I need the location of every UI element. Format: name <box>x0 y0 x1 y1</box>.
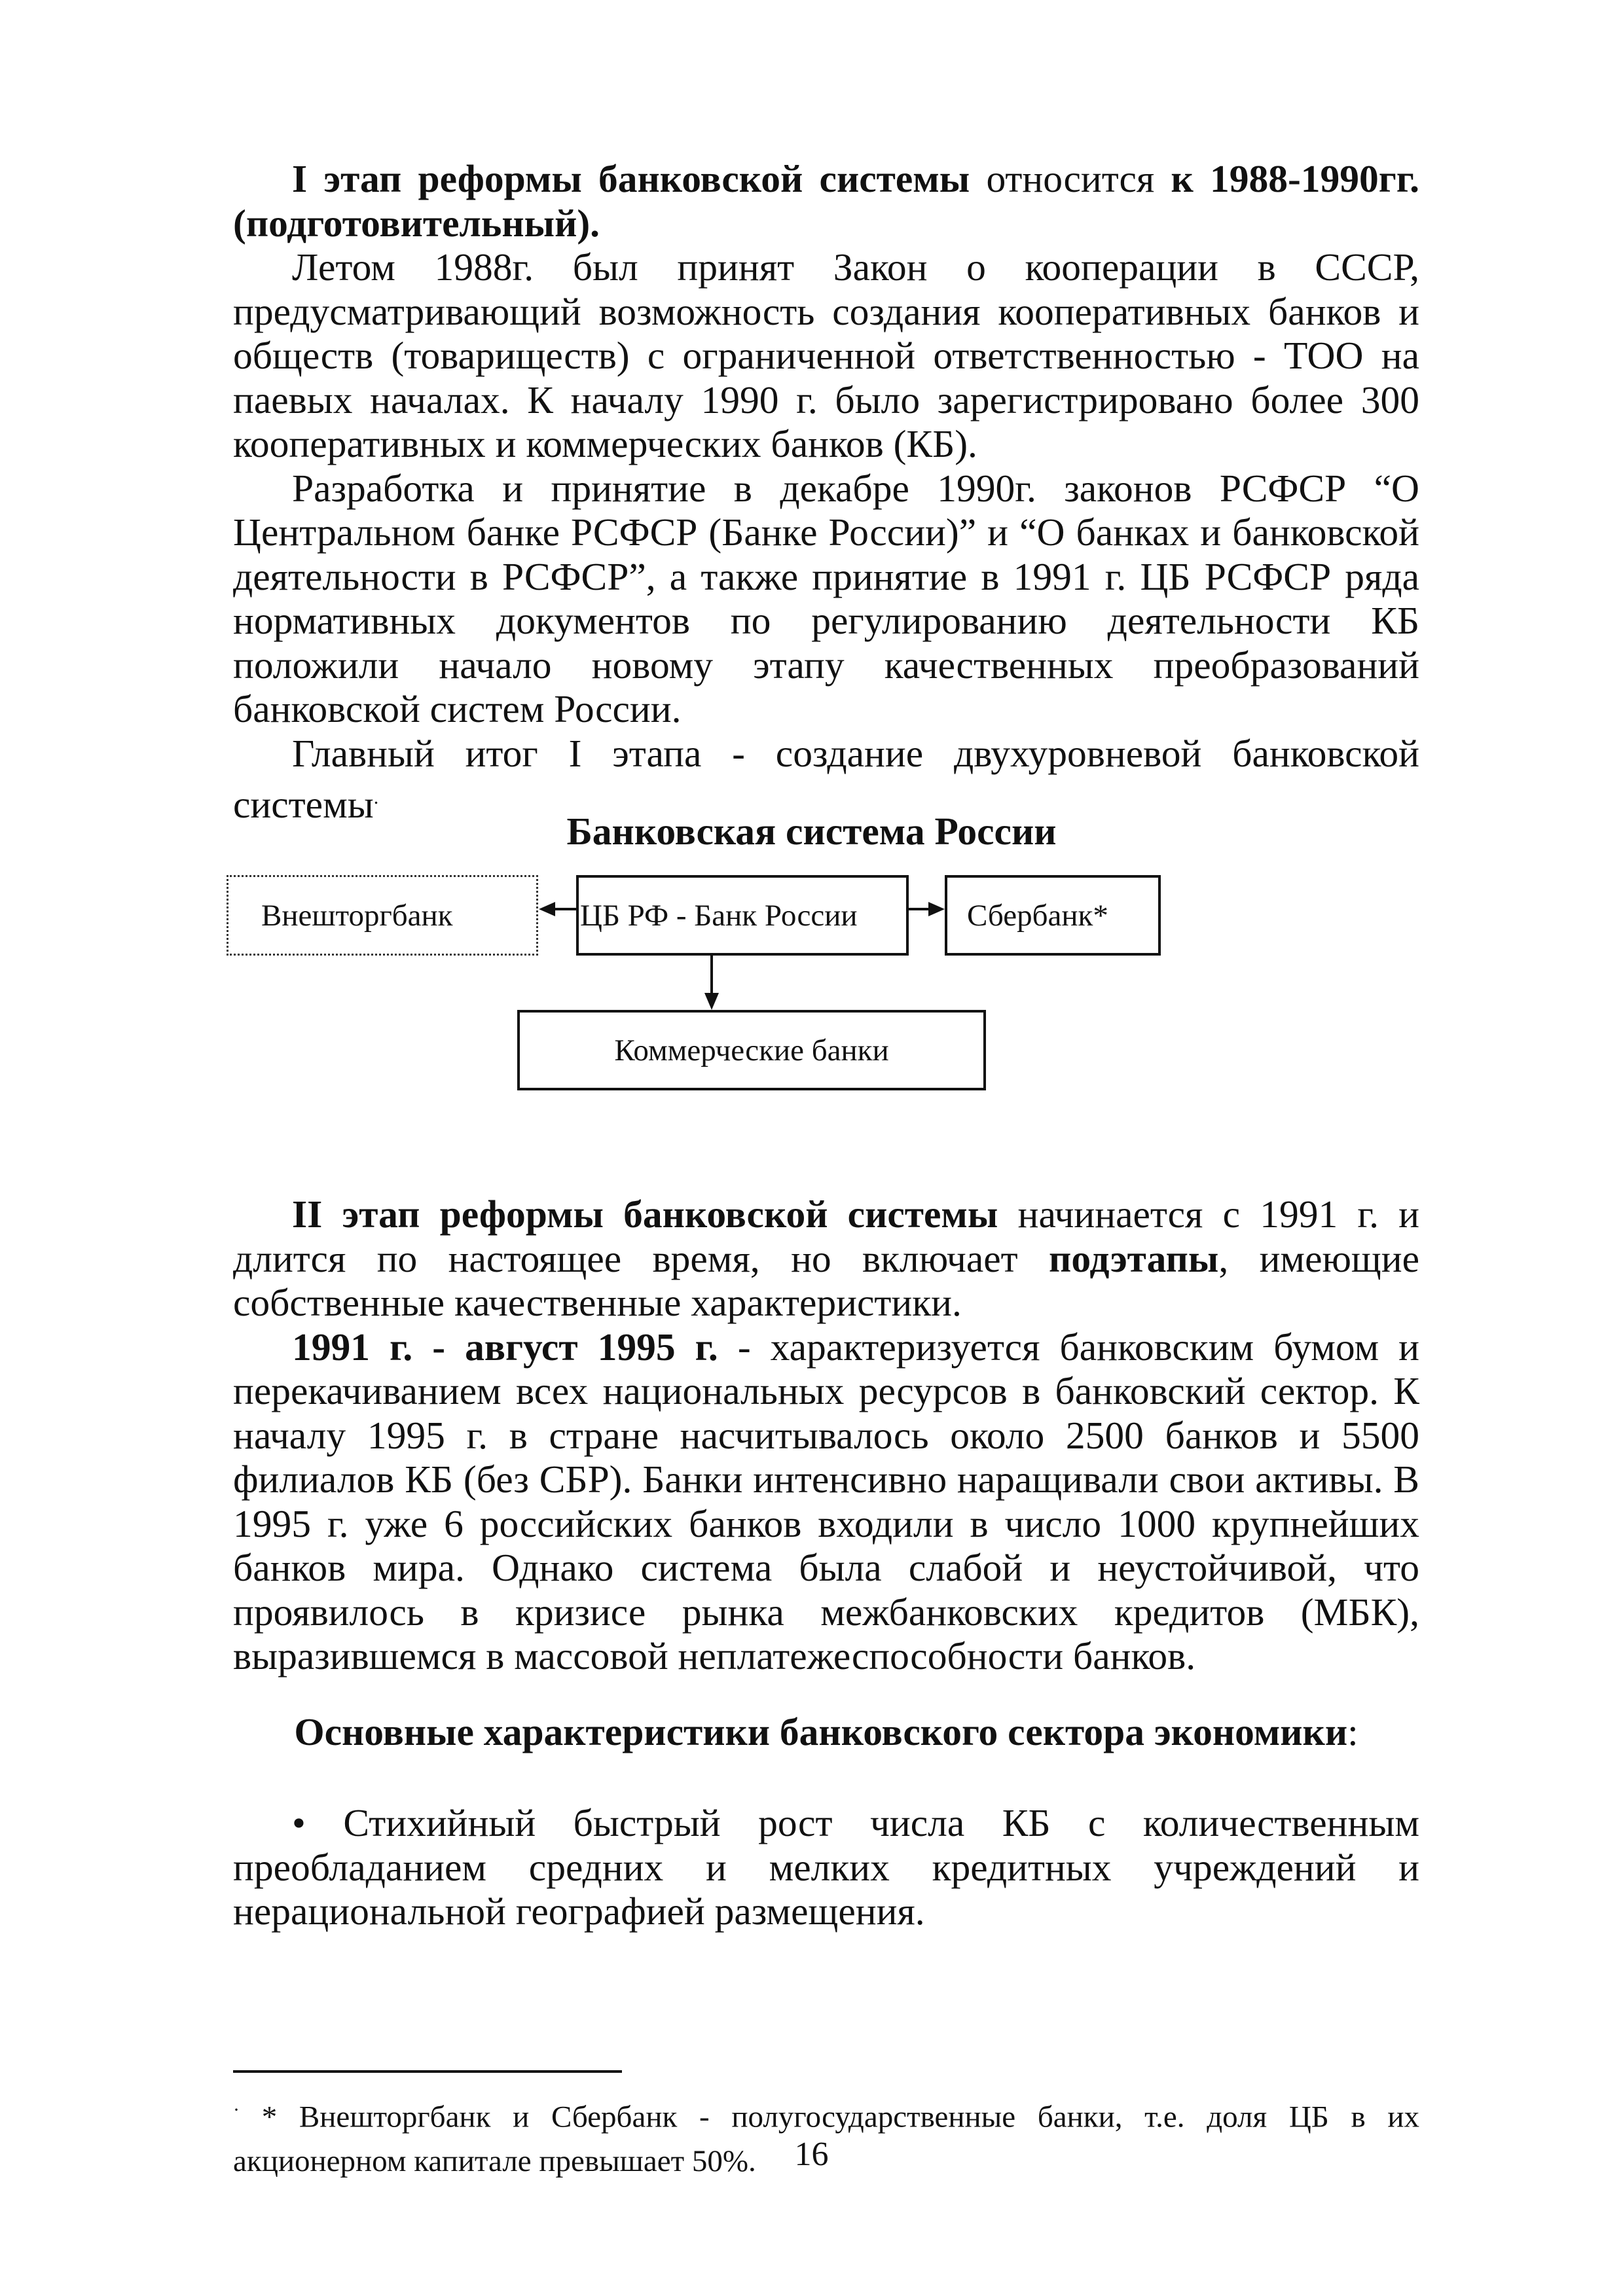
list-item <box>233 1801 1419 1934</box>
paragraph-banking-boom <box>233 1325 1419 1679</box>
stage-two-substages: подэтапы <box>1049 1236 1219 1280</box>
stage-one-title: I этап реформы банковской системы <box>292 157 970 200</box>
diagram-title: Банковская система России <box>566 810 1057 853</box>
box-central-bank-label: ЦБ РФ - Банк России <box>580 898 858 933</box>
arrow-to-commercial-banks <box>704 956 719 1010</box>
box-commercial-banks-label: Коммерческие банки <box>614 1033 889 1067</box>
section-part-two <box>233 1193 1419 1679</box>
paragraph-stage-two-heading <box>233 1193 1419 1325</box>
characteristics-heading <box>233 1710 1419 1755</box>
characteristics-heading-text: Основные характеристики банковского сектора экономики <box>294 1710 1348 1753</box>
arrow-to-vneshtorgbank <box>539 902 576 916</box>
bullet-icon: • <box>292 1801 306 1844</box>
footnote-mark: · <box>233 2099 240 2121</box>
banking-boom-period: 1991 г. - август 1995 г. <box>292 1325 718 1369</box>
stage-two-title: II этап реформы банковской системы <box>292 1193 998 1236</box>
stage-one-period: к 1988-1990гг. (подготовительный). <box>233 157 1419 245</box>
arrow-to-sberbank <box>909 902 945 916</box>
banking-boom-text: - характеризуется банковским бумом и перекачиванием всех национальных ресурсов в банковский сектор. К началу 1995 г. в стране насчитывалось около 2500 банков и 5500 филиалов КБ (без СБР). Банки интенсивно наращивали свои активы. В 1995 г. уже 6 российских банков входили в число 1000 крупнейших банков мира. Однако система была слабой и неустойчивой, что проявилось в кризисе рынка межбанковских кредитов (МБК), выразившемся в массовой неплатежеспособности банков. <box>233 1325 1420 1677</box>
paragraph-cooperation-law: Летом 1988г. был принят Закон о кооперации в СССР, предусматривающий возможность создания кооперативных банков и обществ (товариществ) с ограниченной ответственностью - ТОО на паевых началах. К началу 1990 г. было зарегистрировано более 300 кооперативных и коммерческих банков (КБ). <box>233 245 1419 465</box>
footnote-divider <box>233 2070 622 2073</box>
characteristics-heading-colon: : <box>1347 1710 1359 1753</box>
footnote-text: * Внешторгбанк и Сбербанк - полугосударственные банки, т.е. доля ЦБ в их акционерном капитале превышает 50%. <box>233 2100 1419 2178</box>
paragraph-rsfsr-laws: Разработка и принятие в декабре 1990г. законов РСФСР “О Центральном банке РСФСР (Банке России)” и “О банках и банковской деятельности в РСФСР”, а также принятие в 1991 г. ЦБ РСФСР ряда нормативных документов по регулированию деятельности КБ положили начало новому этапу качественных преобразований банковской систем России. <box>233 466 1419 730</box>
bullet-list <box>233 1801 1419 1934</box>
box-sberbank-label: Сбербанк* <box>967 898 1108 933</box>
section-heading-characteristics <box>233 1710 1419 1755</box>
stage-two-text-a: начинается с 1991 г. и длится по настоящее время, но включает <box>233 1193 1420 1280</box>
stage-one-result-text: Главный итог I этапа - создание двухуровневой банковской системы <box>233 731 1419 826</box>
footnote-reference: . <box>373 787 379 808</box>
list-item-text: Стихийный быстрый рост числа КБ с количественным преобладанием средних и мелких кредитных учреждений и нерациональной географией размещения. <box>233 1801 1419 1933</box>
page-number: 16 <box>794 2136 829 2173</box>
stage-one-connector: относится <box>970 157 1171 200</box>
box-vneshtorgbank-label: Внешторгбанк <box>261 898 453 933</box>
stage-two-text-b: , имеющие собственные качественные характеристики. <box>233 1236 1420 1324</box>
